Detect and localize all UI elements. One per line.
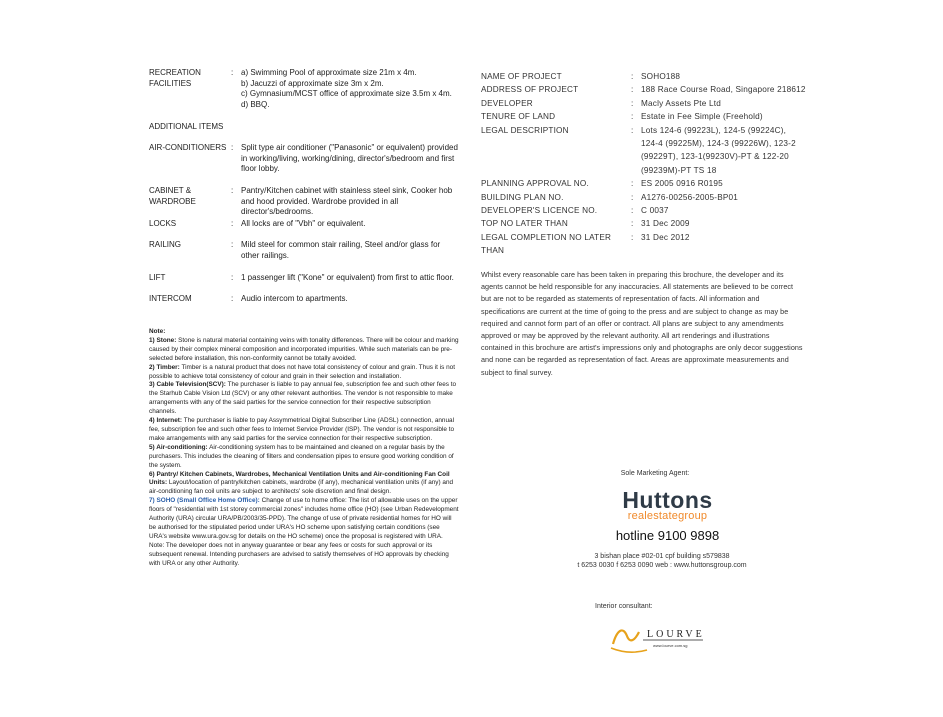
spec-row xyxy=(149,219,459,230)
hotline: hotline 9100 9898 xyxy=(615,528,720,543)
note-item xyxy=(149,471,459,498)
note-head: 5) Air-conditioning: xyxy=(149,443,208,451)
spec-row xyxy=(149,143,459,175)
spec-row xyxy=(149,122,459,133)
project-value: ES 2005 0916 R0195 xyxy=(641,179,723,189)
spec-colon: : xyxy=(231,294,234,303)
spec-value xyxy=(241,219,459,230)
spec-value xyxy=(241,186,459,218)
spec-row xyxy=(149,186,459,218)
spec-label: ADDITIONAL ITEMS xyxy=(149,122,224,131)
note-text: Change of use to home office: The list of allowable uses on the upper floors of "residential with 1st storey commercial zones" includes home office (HO) (see Urban Redevelopment Authority (URA) circular URA/PB/2003/35-PPD). The change of use of private residential homes for HO will be authorised for the stipulated period under URA's HO scheme upon satisfying certain conditions (see URA's website www.ura.gov.sg for details on the HO scheme) once the proposal is registered with URA. Note: The developer does not in anyway guarantee or bear any fees or costs for such approval or its subsequent renewal. Intending purchasers are advised to satisfy themselves of HO approvals by checking with URA or any other Authority. xyxy=(149,497,459,567)
spec-value xyxy=(241,122,459,133)
lourve-logo-icon xyxy=(607,618,705,658)
project-colon: : xyxy=(631,72,634,81)
project-label: NAME OF PROJECT xyxy=(481,72,562,81)
spec-value xyxy=(241,240,459,261)
project-label: DEVELOPER xyxy=(481,98,533,108)
lourve-logo-text: LOURVE xyxy=(647,629,705,640)
project-row xyxy=(481,83,811,96)
spec-row xyxy=(149,68,459,110)
project-value: A1276-00256-2005-BP01 xyxy=(641,192,739,202)
project-label: LEGAL COMPLETION NO LATER THAN xyxy=(481,232,612,256)
project-label: PLANNING APPROVAL NO. xyxy=(481,179,589,189)
spec-value-line: c) Gymnasium/MCST office of approximate size 3.5m x 4m. xyxy=(241,89,452,98)
project-value: C 0037 xyxy=(641,206,669,216)
spec-value xyxy=(241,143,459,175)
project-colon: : xyxy=(631,179,634,189)
project-label: DEVELOPER'S LICENCE NO. xyxy=(481,206,598,216)
agent-address-line: 3 bishan place #02-01 cpf building s579838 xyxy=(594,553,730,560)
project-colon: : xyxy=(631,98,634,108)
project-row xyxy=(481,110,811,123)
spec-label: AIR-CONDITIONERS xyxy=(149,143,227,152)
spec-value-line: Pantry/Kitchen cabinet with stainless steel sink, Cooker hob and hood provided. Wardrobe provided in all director's/bedrooms. xyxy=(241,186,453,216)
project-value: Lots 124-6 (99223L), 124-5 (99224C), 124-4 (99225M), 124-3 (99226W), 123-2 (99229T), 123-1(99230V)-PT & 122-20 (99239M)-PT TS 18 xyxy=(641,125,796,175)
note-head: 2) Timber: xyxy=(149,363,180,371)
note-item xyxy=(149,364,459,382)
project-value: Estate in Fee Simple (Freehold) xyxy=(641,112,763,122)
note-text: Stone is natural material containing veins with tonality differences. There will be colour and marking caused by their complex mineral composition and incorporated impurities. While such materials can be pre-selected before installation, this non-conformity cannot be totally avoided. xyxy=(149,336,459,362)
spec-label: RAILING xyxy=(149,240,182,249)
project-label: BUILDING PLAN NO. xyxy=(481,192,564,202)
spec-colon: : xyxy=(231,240,234,249)
project-label: ADDRESS OF PROJECT xyxy=(481,85,579,95)
project-colon: : xyxy=(631,232,634,242)
spec-value-line: All locks are of "Vbh" or equivalent. xyxy=(241,219,366,228)
spec-colon: : xyxy=(231,143,234,152)
spec-value-line: a) Swimming Pool of approximate size 21m x 4m. xyxy=(241,68,417,77)
project-row xyxy=(481,191,811,204)
spec-value-line: Split type air conditioner ("Panasonic" or equivalent) provided in working/living, working/dining, director's/bedroom and first floor lobby. xyxy=(241,143,458,173)
spec-label: RECREATION FACILITIES xyxy=(149,68,201,88)
note-item xyxy=(149,497,459,568)
spec-label: LIFT xyxy=(149,273,166,282)
project-row xyxy=(481,204,811,217)
project-row xyxy=(481,231,811,258)
note-head: 1) Stone: xyxy=(149,336,177,344)
project-value: 188 Race Course Road, Singapore 218612 xyxy=(641,85,806,95)
project-label: TENURE OF LAND xyxy=(481,112,556,122)
notes-title: Note: xyxy=(149,328,166,335)
spec-colon: : xyxy=(231,219,234,228)
spec-row xyxy=(149,240,459,261)
project-row xyxy=(481,217,811,230)
project-value: 31 Dec 2012 xyxy=(641,232,690,242)
note-item xyxy=(149,444,459,471)
project-row xyxy=(481,177,811,190)
notes-section xyxy=(149,328,459,568)
note-head: 3) Cable Television(SCV): xyxy=(149,381,226,389)
spec-value-line: d) BBQ. xyxy=(241,99,270,109)
spec-value-line: Audio intercom to apartments. xyxy=(241,294,348,303)
project-value: 31 Dec 2009 xyxy=(641,219,690,229)
project-colon: : xyxy=(631,112,634,122)
project-colon: : xyxy=(631,206,634,216)
spec-colon: : xyxy=(231,273,234,282)
project-colon: : xyxy=(631,219,634,229)
project-details xyxy=(481,70,811,258)
project-row xyxy=(481,97,811,110)
spec-value-line: 1 passenger lift ("Kone" or equivalent) from first to attic floor. xyxy=(241,273,454,282)
note-text: The purchaser is liable to pay Assymmetrical Digital Subscriber Line (ADSL) connection, annual fee, subscription fee and such other fees to Internet Service Provider (ISP). The vendor is not responsible to make arrangements with any said parties for the service connection for their respective subscription. xyxy=(149,417,455,442)
spec-value-line: b) Jacuzzi of approximate size 3m x 2m. xyxy=(241,78,384,88)
note-item xyxy=(149,381,459,417)
marketing-agent xyxy=(577,470,790,570)
spec-colon: : xyxy=(231,186,234,195)
note-item xyxy=(149,337,459,364)
agent-title: Sole Marketing Agent: xyxy=(620,470,690,477)
project-colon: : xyxy=(631,85,634,95)
project-colon: : xyxy=(631,192,634,202)
spec-row xyxy=(149,273,459,284)
agent-address xyxy=(534,552,790,570)
project-value: SOHO188 xyxy=(641,72,681,81)
project-label: LEGAL DESCRIPTION xyxy=(481,125,569,135)
project-colon: : xyxy=(631,125,634,135)
project-value: Macly Assets Pte Ltd xyxy=(641,98,721,108)
note-item xyxy=(149,417,459,444)
huttons-logo: Huttons xyxy=(622,487,713,513)
note-text: Air-conditioning system has to be maintained and cleaned on a regular basis by the purchasers. This includes the cleaning of filters and condensation pipes to ensure good working condition of the system. xyxy=(149,443,454,469)
spec-label: INTERCOM xyxy=(149,294,192,303)
spec-value xyxy=(241,273,459,284)
huttons-subtitle: realestategroup xyxy=(627,510,708,522)
lourve-logo xyxy=(607,618,705,658)
note-text: Timber is a natural product that does not have total consistency of colour and grain. Thus it is not possible to achieve total consistency of colour and grain in their selection and installation. xyxy=(149,363,455,380)
spec-colon: : xyxy=(231,68,234,77)
note-text: Layout/location of pantry/kitchen cabinets, wardrobe (if any), mechanical ventilation units (if any) and air-conditioning fan coil units are subject to architects' sole discretion and final design. xyxy=(149,479,454,496)
agent-contact-line: t 6253 0030 f 6253 0090 web : www.huttonsgroup.com xyxy=(577,562,747,569)
spec-colon xyxy=(231,122,241,133)
note-head: 6) Pantry/ Kitchen Cabinets, Wardrobes, Mechanical Ventilation Units and Air-conditioning Fan Coil Units: xyxy=(149,470,450,487)
note-head: 7) SOHO (Small Office Home Office): xyxy=(149,497,260,505)
spec-label: CABINET & WARDROBE xyxy=(149,186,196,206)
spec-value xyxy=(241,294,459,305)
spec-label: LOCKS xyxy=(149,219,177,228)
spec-value-line: Mild steel for common stair railing, Steel and/or glass for other railings. xyxy=(241,240,441,260)
disclaimer-text: Whilst every reasonable care has been taken in preparing this brochure, the developer and its agents cannot be held responsible for any inaccuracies. All statements are believed to be correct but are not to be regarded as statements of representation of facts. All information and specifications are current at the time of going to the press and are subject to change as may be required and cannot form part of an offer or contract. All plans are subject to any amendments approved or may be approved by the relevant authority. All art renderings and illustrations contained in this brochure are artist's impressions only and photographs are only decor suggestions and none can be regarded as representation of fact. Areas are approximate measurements and subject to final survey. xyxy=(481,270,803,377)
spec-row xyxy=(149,294,459,305)
interior-consultant-title: Interior consultant: xyxy=(595,603,653,610)
project-row xyxy=(481,70,811,83)
project-label: TOP NO LATER THAN xyxy=(481,219,568,229)
spec-value xyxy=(241,68,459,110)
note-head: 4) Internet: xyxy=(149,417,183,425)
lourve-logo-url: www.lourve.com.sg xyxy=(653,643,688,648)
project-row xyxy=(481,124,811,178)
note-text: The purchaser is liable to pay annual fee, subscription fee and such other fees to the Starhub Cable Vision Ltd (SCV) or any other relevant authorities. The vendor is not responsible to make arrangements with any of the said parties for the service connection for their respective subscription channels. xyxy=(149,381,457,416)
